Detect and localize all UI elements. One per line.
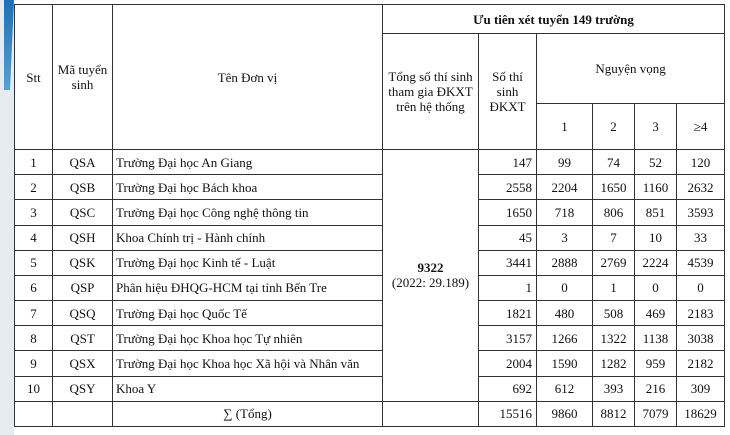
table-row xyxy=(15,351,725,376)
row-wish-4: 120 xyxy=(677,150,725,175)
total-empty-code xyxy=(53,401,113,426)
row-wish-3: 10 xyxy=(635,225,677,250)
row-wish-1: 1590 xyxy=(537,351,593,376)
row-code: QSH xyxy=(53,225,113,250)
header-applicants: Số thí sinh ĐKXT xyxy=(479,34,537,150)
row-name: Trường Đại học Khoa học Tự nhiên xyxy=(113,326,383,351)
row-wish-4: 2632 xyxy=(677,175,725,200)
row-wish-3: 959 xyxy=(635,351,677,376)
row-wish-2: 508 xyxy=(593,301,635,326)
total-wish-2: 8812 xyxy=(593,401,635,426)
row-code: QSP xyxy=(53,275,113,300)
header-stt: Stt xyxy=(15,5,53,150)
row-code: QSC xyxy=(53,200,113,225)
header-wish-4: ≥4 xyxy=(677,104,725,150)
header-total-participants: Tổng số thí sinh tham gia ĐKXT trên hệ thống xyxy=(383,34,479,150)
row-wish-1: 718 xyxy=(537,200,593,225)
row-applicants: 147 xyxy=(479,150,537,175)
header-wish-3: 3 xyxy=(635,104,677,150)
row-wish-2: 806 xyxy=(593,200,635,225)
row-wish-2: 74 xyxy=(593,150,635,175)
table-row xyxy=(15,301,725,326)
row-code: QSX xyxy=(53,351,113,376)
admission-table xyxy=(14,4,725,427)
row-applicants: 1821 xyxy=(479,301,537,326)
row-stt: 1 xyxy=(15,150,53,175)
total-applicants: 15516 xyxy=(479,401,537,426)
row-name: Trường Đại học Quốc Tế xyxy=(113,301,383,326)
row-applicants: 3441 xyxy=(479,250,537,275)
row-stt: 6 xyxy=(15,275,53,300)
row-name: Trường Đại học Bách khoa xyxy=(113,175,383,200)
row-wish-3: 851 xyxy=(635,200,677,225)
row-wish-4: 3593 xyxy=(677,200,725,225)
row-applicants: 1 xyxy=(479,275,537,300)
row-wish-4: 33 xyxy=(677,225,725,250)
row-wish-3: 52 xyxy=(635,150,677,175)
row-code: QSK xyxy=(53,250,113,275)
row-name: Trường Đại học Khoa học Xã hội và Nhân văn xyxy=(113,351,383,376)
table-row xyxy=(15,250,725,275)
row-wish-1: 480 xyxy=(537,301,593,326)
total-wish-3: 7079 xyxy=(635,401,677,426)
row-applicants: 2558 xyxy=(479,175,537,200)
total-wish-1: 9860 xyxy=(537,401,593,426)
row-wish-4: 2182 xyxy=(677,351,725,376)
row-wish-2: 7 xyxy=(593,225,635,250)
table-row xyxy=(15,200,725,225)
row-wish-1: 1266 xyxy=(537,326,593,351)
total-participants-cell xyxy=(383,150,479,402)
header-unit: Tên Đơn vị xyxy=(113,5,383,150)
table-row xyxy=(15,376,725,401)
row-stt: 2 xyxy=(15,175,53,200)
row-stt: 4 xyxy=(15,225,53,250)
row-code: QSB xyxy=(53,175,113,200)
total-empty-participants xyxy=(383,401,479,426)
row-wish-3: 2224 xyxy=(635,250,677,275)
total-wish-4: 18629 xyxy=(677,401,725,426)
row-stt: 10 xyxy=(15,376,53,401)
row-stt: 8 xyxy=(15,326,53,351)
slide-accent-bar xyxy=(0,0,14,435)
header-code: Mã tuyển sinh xyxy=(53,5,113,150)
row-stt: 3 xyxy=(15,200,53,225)
row-wish-2: 393 xyxy=(593,376,635,401)
row-wish-2: 1650 xyxy=(593,175,635,200)
row-wish-4: 2183 xyxy=(677,301,725,326)
total-label: ∑ (Tổng) xyxy=(113,401,383,426)
row-wish-1: 99 xyxy=(537,150,593,175)
row-wish-4: 3038 xyxy=(677,326,725,351)
table-row xyxy=(15,275,725,300)
row-wish-2: 1 xyxy=(593,275,635,300)
row-wish-1: 2888 xyxy=(537,250,593,275)
table-row xyxy=(15,326,725,351)
row-wish-3: 0 xyxy=(635,275,677,300)
table-row xyxy=(15,225,725,250)
row-applicants: 1650 xyxy=(479,200,537,225)
total-participants-value: 9322 xyxy=(417,260,444,276)
row-wish-1: 612 xyxy=(537,376,593,401)
row-applicants: 45 xyxy=(479,225,537,250)
row-name: Phân hiệu ĐHQG-HCM tại tỉnh Bến Tre xyxy=(113,275,383,300)
row-stt: 7 xyxy=(15,301,53,326)
row-name: Trường Đại học Công nghệ thông tin xyxy=(113,200,383,225)
row-name: Khoa Chính trị - Hành chính xyxy=(113,225,383,250)
row-code: QST xyxy=(53,326,113,351)
row-name: Trường Đại học An Giang xyxy=(113,150,383,175)
header-wish-2: 2 xyxy=(593,104,635,150)
header-wish-1: 1 xyxy=(537,104,593,150)
header-group: Ưu tiên xét tuyển 149 trường xyxy=(383,5,725,34)
row-wish-4: 0 xyxy=(677,275,725,300)
total-row xyxy=(15,401,725,426)
total-empty-stt xyxy=(15,401,53,426)
row-name: Khoa Y xyxy=(113,376,383,401)
row-wish-2: 2769 xyxy=(593,250,635,275)
row-code: QSQ xyxy=(53,301,113,326)
row-code: QSY xyxy=(53,376,113,401)
row-wish-4: 309 xyxy=(677,376,725,401)
row-code: QSA xyxy=(53,150,113,175)
row-wish-2: 1282 xyxy=(593,351,635,376)
row-wish-2: 1322 xyxy=(593,326,635,351)
row-wish-4: 4539 xyxy=(677,250,725,275)
row-stt: 5 xyxy=(15,250,53,275)
row-stt: 9 xyxy=(15,351,53,376)
row-name: Trường Đại học Kinh tế - Luật xyxy=(113,250,383,275)
row-applicants: 3157 xyxy=(479,326,537,351)
total-participants-note: (2022: 29.189) xyxy=(391,275,470,291)
header-wishes: Nguyện vọng xyxy=(537,34,725,104)
row-wish-1: 2204 xyxy=(537,175,593,200)
row-applicants: 692 xyxy=(479,376,537,401)
row-wish-3: 1160 xyxy=(635,175,677,200)
row-applicants: 2004 xyxy=(479,351,537,376)
table-row xyxy=(15,175,725,200)
row-wish-3: 469 xyxy=(635,301,677,326)
row-wish-3: 216 xyxy=(635,376,677,401)
row-wish-1: 0 xyxy=(537,275,593,300)
table-row xyxy=(15,150,725,175)
row-wish-3: 1138 xyxy=(635,326,677,351)
row-wish-1: 3 xyxy=(537,225,593,250)
